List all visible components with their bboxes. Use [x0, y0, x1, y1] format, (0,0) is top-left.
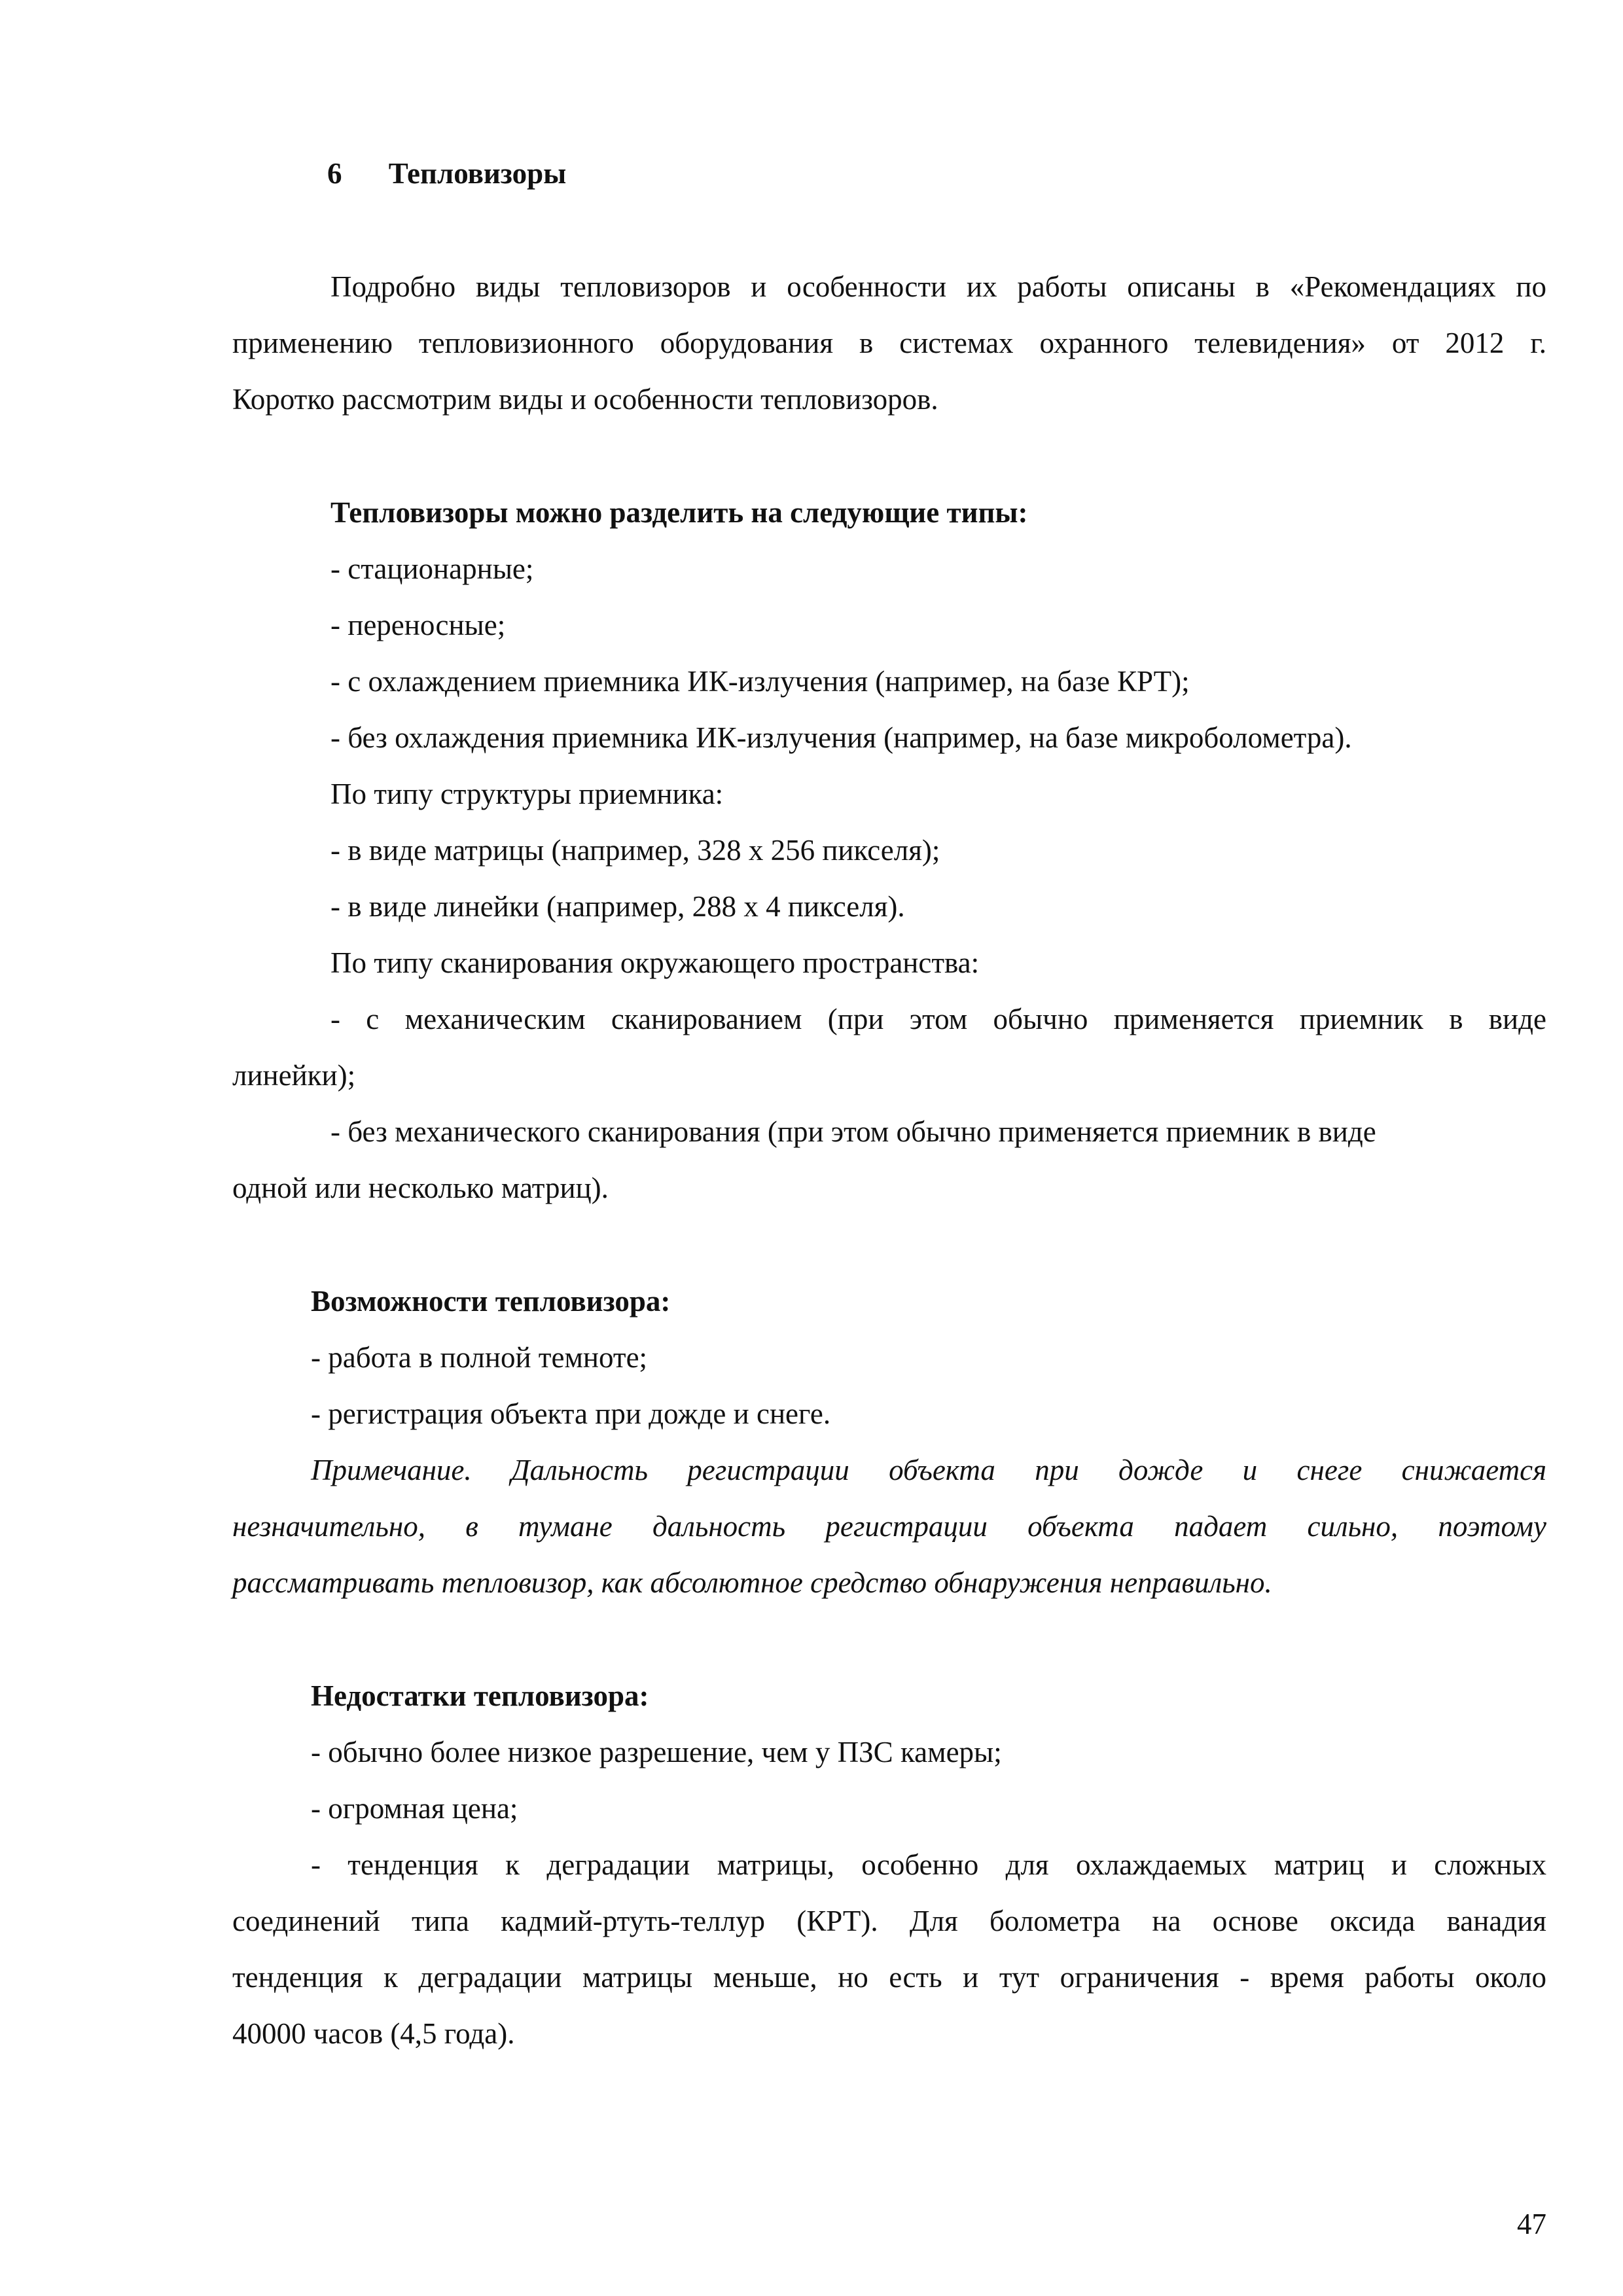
degradation-line-2: соединений типа кадмий-ртуть-теллур (КРТ). Для болометра на основе оксида ванадия [232, 1905, 1546, 1937]
list-item: - работа в полной темноте; [311, 1341, 648, 1374]
types-title: Тепловизоры можно разделить на следующие типы: [330, 496, 1028, 529]
drawbacks-title: Недостатки тепловизора: [311, 1679, 649, 1712]
degradation-line-1: - тенденция к деградации матрицы, особенно для охлаждаемых матриц и сложных [311, 1848, 1546, 1881]
list-item: - в виде матрицы (например, 328 х 256 пикселя); [330, 834, 940, 867]
scan-mech-line-1: - с механическим сканированием (при этом обычно применяется приемник в виде [330, 1003, 1546, 1035]
list-item: - стационарные; [330, 552, 534, 585]
note-line-2: незначительно, в тумане дальность регистрации объекта падает сильно, поэтому [232, 1510, 1546, 1543]
note-line-1: Примечание. Дальность регистрации объекта при дожде и снеге снижается [311, 1454, 1546, 1486]
section-number: 6 [327, 157, 342, 190]
structure-title: По типу структуры приемника: [330, 778, 724, 810]
scan-mech-line-2: линейки); [232, 1059, 356, 1092]
list-item: - с охлаждением приемника ИК-излучения (например, на базе КРТ); [330, 665, 1190, 698]
note-line-3: рассматривать тепловизор, как абсолютное средство обнаружения неправильно. [232, 1566, 1272, 1599]
section-title: Тепловизоры [388, 157, 567, 190]
list-item: - огромная цена; [311, 1792, 518, 1825]
degradation-line-3: тенденция к деградации матрицы меньше, но есть и тут ограничения - время работы около [232, 1961, 1546, 1994]
scan-nomech-line-1: - без механического сканирования (при этом обычно применяется приемник в виде [330, 1115, 1376, 1148]
capabilities-title: Возможности тепловизора: [311, 1285, 671, 1318]
section-heading [327, 145, 566, 202]
degradation-line-4: 40000 часов (4,5 года). [232, 2017, 515, 2050]
intro-line-3: Коротко рассмотрим виды и особенности тепловизоров. [232, 383, 938, 416]
list-item: - переносные; [330, 609, 506, 641]
list-item: - обычно более низкое разрешение, чем у ПЗС камеры; [311, 1736, 1002, 1768]
list-item: - в виде линейки (например, 288 х 4 пикселя). [330, 890, 905, 923]
list-item: - без охлаждения приемника ИК-излучения (например, на базе микроболометра). [330, 721, 1352, 754]
intro-line-2: применению тепловизионного оборудования в системах охранного телевидения» от 2012 г. [232, 327, 1546, 359]
page-number: 47 [1517, 2208, 1546, 2240]
intro-line-1: Подробно виды тепловизоров и особенности их работы описаны в «Рекомендациях по [330, 270, 1546, 303]
scan-title: По типу сканирования окружающего пространства: [330, 946, 980, 979]
list-item: - регистрация объекта при дожде и снеге. [311, 1397, 831, 1430]
scan-nomech-line-2: одной или несколько матриц). [232, 1172, 609, 1204]
